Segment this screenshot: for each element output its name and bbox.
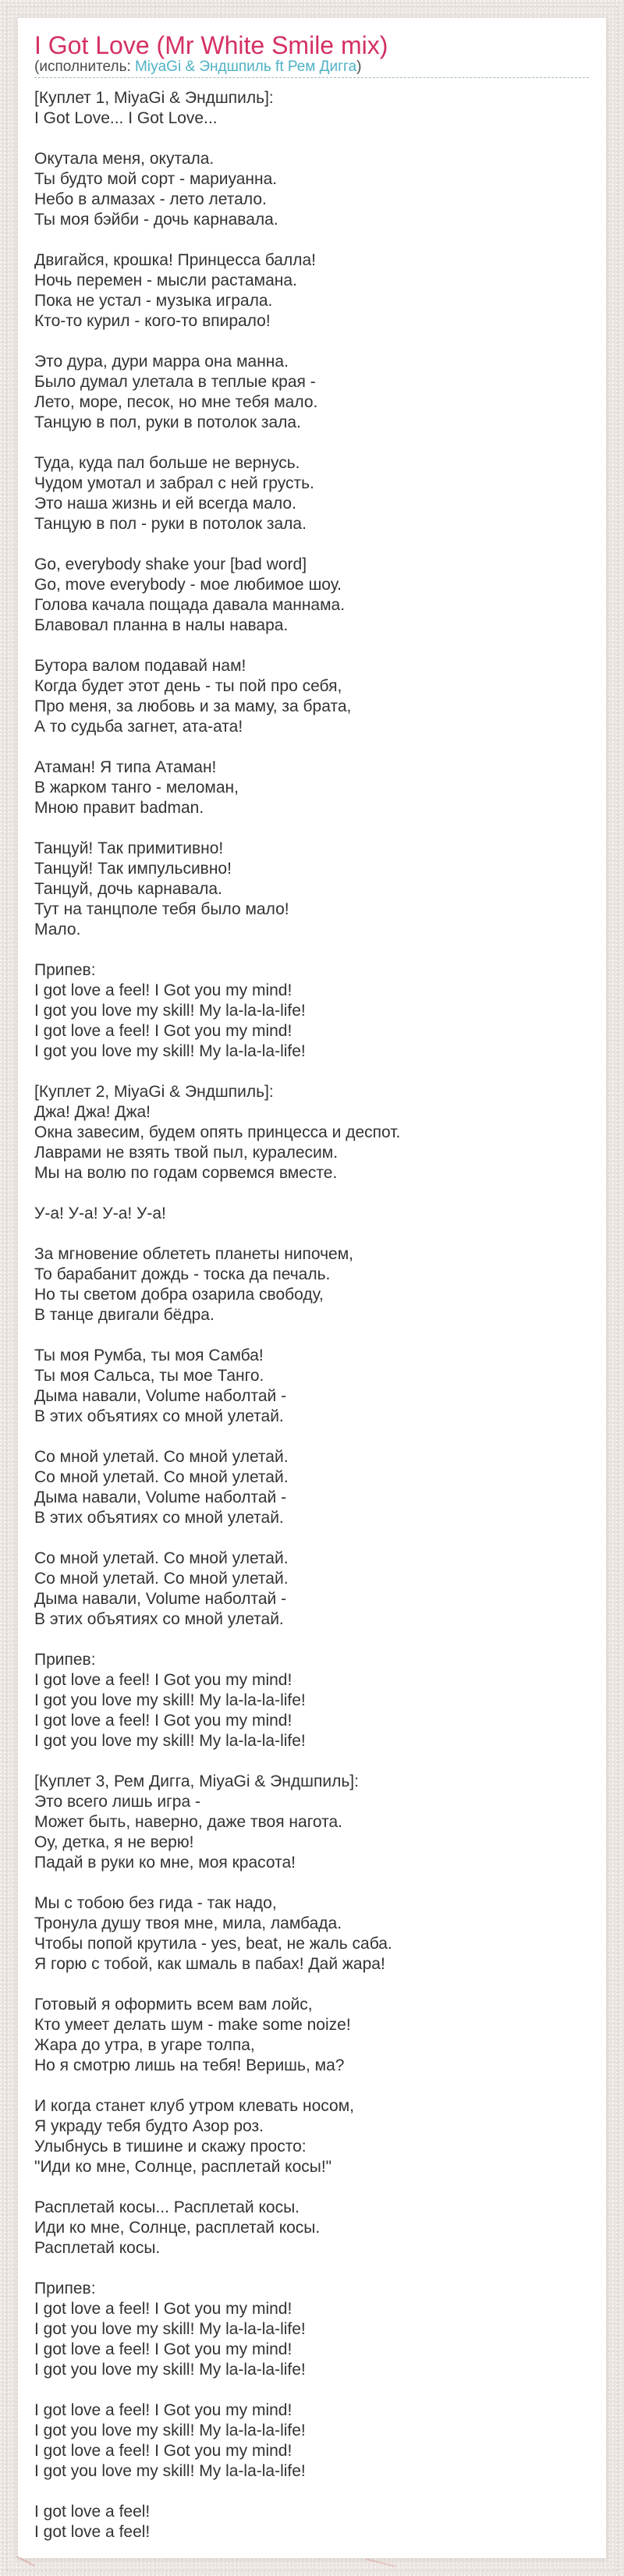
lyric-line: Танцуй! Так примитивно!: [34, 839, 224, 857]
stanza: [34, 839, 589, 940]
lyric-line: Я украду тебя будто Азор роз.: [34, 2117, 264, 2135]
lyric-line: Я горю с тобой, как шмаль в пабах! Дай жара!: [34, 1955, 385, 1973]
stanza: [34, 960, 589, 1062]
lyric-line: Со мной улетай. Со мной улетай.: [34, 1570, 289, 1588]
lyric-line: И когда станет клуб утром клевать носом,: [34, 2097, 354, 2115]
lyric-line: Лаврами не взять твой пыл, куралесим.: [34, 1144, 339, 1162]
paper-scratch: [365, 2558, 395, 2567]
lyric-line: I got you love my skill! My la-la-la-life!: [34, 1002, 306, 1020]
lyric-line: I got love a feel! I Got you my mind!: [34, 1712, 292, 1730]
stanza: [34, 1650, 589, 1751]
lyric-line: А то судьба загнет, ата-ата!: [34, 718, 243, 736]
lyric-line: I got love a feel! I Got you my mind!: [34, 2300, 292, 2318]
lyric-line: Танцую в пол, руки в потолок зала.: [34, 413, 301, 431]
lyric-line: Со мной улетай. Со мной улетай.: [34, 1549, 289, 1567]
lyric-line: I got love a feel! I Got you my mind!: [34, 1022, 292, 1040]
lyric-line: I Got Love... I Got Love...: [34, 109, 218, 127]
stanza: [34, 1204, 589, 1224]
stanza: [34, 250, 589, 332]
stanza: [34, 1244, 589, 1325]
lyric-line: Когда будет этот день - ты пой про себя,: [34, 677, 342, 695]
stanza: [34, 88, 589, 129]
lyric-line: Иди ко мне, Солнце, расплетай косы.: [34, 2219, 321, 2237]
artist-label-suffix: ): [356, 59, 362, 75]
lyric-line: Мы с тобою без гида - так надо,: [34, 1894, 277, 1912]
lyric-line: Припев:: [34, 961, 96, 979]
lyric-line: Бутора валом подавай нам!: [34, 657, 246, 675]
lyric-line: Танцуй, дочь карнавала.: [34, 880, 222, 898]
lyric-line: Танцуй! Так импульсивно!: [34, 860, 232, 878]
stanza: [34, 2198, 589, 2258]
song-header: [34, 59, 589, 78]
lyric-line: Ночь перемен - мысли растамана.: [34, 271, 297, 289]
stanza: [34, 1549, 589, 1630]
lyric-line: Расплетай косы... Расплетай косы.: [34, 2198, 300, 2216]
lyric-line: I got love a feel!: [34, 2523, 151, 2541]
stanza: [34, 1893, 589, 1975]
lyric-line: I got you love my skill! My la-la-la-life!: [34, 1691, 306, 1709]
stanza: [34, 1772, 589, 1873]
lyric-line: [Куплет 2, MiyaGi & Эндшпиль]:: [34, 1083, 274, 1101]
lyric-line: I got you love my skill! My la-la-la-life!: [34, 2361, 306, 2379]
stanza: [34, 1447, 589, 1528]
lyric-line: За мгновение облететь планеты нипочем,: [34, 1245, 354, 1263]
lyric-line: Припев:: [34, 1651, 96, 1669]
lyric-line: Туда, куда пал больше не вернусь.: [34, 454, 300, 472]
lyric-line: В жарком танго - меломан,: [34, 779, 239, 797]
lyric-line: Дыма навали, Volume наболтай -: [34, 1488, 287, 1506]
lyric-line: Про меня, за любовь и за маму, за брата,: [34, 697, 352, 715]
stanza: [34, 2279, 589, 2380]
lyric-line: В танце двигали бёдра.: [34, 1306, 214, 1324]
lyric-line: Go, everybody shake your [bad word]: [34, 555, 307, 573]
lyrics-card: [17, 17, 607, 2559]
lyric-line: Падай в руки ко мне, моя красота!: [34, 1854, 296, 1872]
lyric-line: Мы на волю по годам сорвемся вместе.: [34, 1164, 338, 1182]
lyric-line: У-а! У-а! У-а! У-а!: [34, 1205, 166, 1222]
stanza: [34, 555, 589, 636]
stanza: [34, 1995, 589, 2076]
lyric-line: Это наша жизнь и ей всегда мало.: [34, 495, 296, 513]
lyric-line: Мало.: [34, 921, 81, 939]
lyric-line: I got love a feel! I Got you my mind!: [34, 2442, 292, 2460]
lyric-line: I got love a feel! I Got you my mind!: [34, 2401, 292, 2419]
lyric-line: Атаман! Я типа Атаман!: [34, 758, 217, 776]
lyric-line: Мною правит badman.: [34, 799, 204, 817]
lyric-line: Но я смотрю лишь на тебя! Веришь, ма?: [34, 2056, 345, 2074]
lyric-line: Чудом умотал и забрал с ней грусть.: [34, 474, 314, 492]
page-title: I Got Love (Mr White Smile mix): [34, 31, 388, 59]
lyric-line: Было думал улетала в теплые края -: [34, 373, 316, 391]
lyric-line: I got love a feel! I Got you my mind!: [34, 1671, 292, 1689]
lyric-line: Чтобы попой крутила - yes, beat, не жаль саба.: [34, 1935, 392, 1953]
stanza: [34, 352, 589, 433]
lyric-line: [Куплет 3, Рем Дигга, MiyaGi & Эндшпиль]:: [34, 1772, 359, 1790]
stanza: [34, 149, 589, 230]
stanza: [34, 2400, 589, 2482]
lyric-line: Кто-то курил - кого-то впирало!: [34, 312, 271, 330]
lyric-line: Со мной улетай. Со мной улетай.: [34, 1468, 289, 1486]
lyric-line: I got love a feel! I Got you my mind!: [34, 2340, 292, 2358]
lyric-line: I got you love my skill! My la-la-la-life!: [34, 2320, 306, 2338]
lyric-line: Это всего лишь игра -: [34, 1793, 200, 1811]
lyric-line: I got you love my skill! My la-la-la-life!: [34, 1042, 306, 1060]
lyric-line: Кто умеет делать шум - make some noize!: [34, 2016, 351, 2034]
stanza: [34, 758, 589, 818]
lyric-line: В этих объятиях со мной улетай.: [34, 1509, 284, 1527]
stanza: [34, 1346, 589, 1427]
lyric-line: То барабанит дождь - тоска да печаль.: [34, 1265, 331, 1283]
lyric-line: I got love a feel! I Got you my mind!: [34, 981, 292, 999]
lyric-line: Лето, море, песок, но мне тебя мало.: [34, 393, 318, 411]
lyric-line: I got you love my skill! My la-la-la-life!: [34, 1732, 306, 1750]
lyric-line: Пока не устал - музыка играла.: [34, 292, 273, 310]
lyric-line: "Иди ко мне, Солнце, расплетай косы!": [34, 2158, 332, 2176]
lyric-line: Небо в алмазах - лето летало.: [34, 190, 267, 208]
lyric-line: Ты моя бэйби - дочь карнавала.: [34, 211, 278, 229]
lyric-line: Готовый я оформить всем вам лойс,: [34, 1996, 313, 2014]
lyric-line: Может быть, наверно, даже твоя нагота.: [34, 1813, 343, 1831]
lyrics: [34, 88, 589, 2542]
lyric-line: Тут на танцполе тебя было мало!: [34, 900, 289, 918]
lyric-line: Жара до утра, в угаре толпа,: [34, 2036, 255, 2054]
stanza: [34, 656, 589, 737]
lyric-line: Припев:: [34, 2280, 96, 2297]
lyric-line: Ты будто мой сорт - мариуанна.: [34, 170, 278, 188]
lyric-line: Окутала меня, окутала.: [34, 150, 214, 168]
lyric-line: I got you love my skill! My la-la-la-life!: [34, 2422, 306, 2439]
stanza: [34, 453, 589, 534]
artist-link[interactable]: MiyaGi & Эндшпиль ft Рем Дигга: [135, 59, 357, 75]
lyric-line: Голова качала пощада давала маннама.: [34, 596, 346, 614]
lyric-line: В этих объятиях со мной улетай.: [34, 1610, 284, 1628]
lyric-line: Джа! Джа! Джа!: [34, 1103, 151, 1121]
stanza: [34, 2502, 589, 2542]
lyric-line: Go, move everybody - мое любимое шоу.: [34, 576, 342, 594]
lyric-line: Тронула душу твоя мне, мила, ламбада.: [34, 1914, 342, 1932]
lyric-line: Ты моя Сальса, ты мое Танго.: [34, 1367, 264, 1385]
lyric-line: I got love a feel!: [34, 2503, 151, 2521]
lyric-line: Танцую в пол - руки в потолок зала.: [34, 515, 307, 533]
lyric-line: Ты моя Румба, ты моя Самба!: [34, 1347, 264, 1364]
artist-label: (исполнитель:: [34, 59, 136, 75]
stanza: [34, 1082, 589, 1183]
lyric-line: Это дура, дури марра она манна.: [34, 353, 289, 371]
lyric-line: Блавовал планна в налы навара.: [34, 616, 289, 634]
lyric-line: Расплетай косы.: [34, 2239, 161, 2257]
lyric-line: Дыма навали, Volume наболтай -: [34, 1387, 287, 1405]
lyric-line: Двигайся, крошка! Принцесса балла!: [34, 251, 316, 269]
lyric-line: [Куплет 1, MiyaGi & Эндшпиль]:: [34, 89, 274, 107]
lyric-line: Окна завесим, будем опять принцесса и деспот.: [34, 1123, 401, 1141]
stanza: [34, 2096, 589, 2177]
lyric-line: Улыбнусь в тишине и скажу просто:: [34, 2138, 307, 2156]
lyric-line: Но ты светом добра озарила свободу,: [34, 1286, 324, 1304]
lyric-line: В этих объятиях со мной улетай.: [34, 1407, 284, 1425]
lyric-line: Со мной улетай. Со мной улетай.: [34, 1448, 289, 1466]
lyric-line: Оу, детка, я не верю!: [34, 1833, 194, 1851]
lyric-line: Дыма навали, Volume наболтай -: [34, 1590, 287, 1608]
lyric-line: I got you love my skill! My la-la-la-life!: [34, 2462, 306, 2480]
